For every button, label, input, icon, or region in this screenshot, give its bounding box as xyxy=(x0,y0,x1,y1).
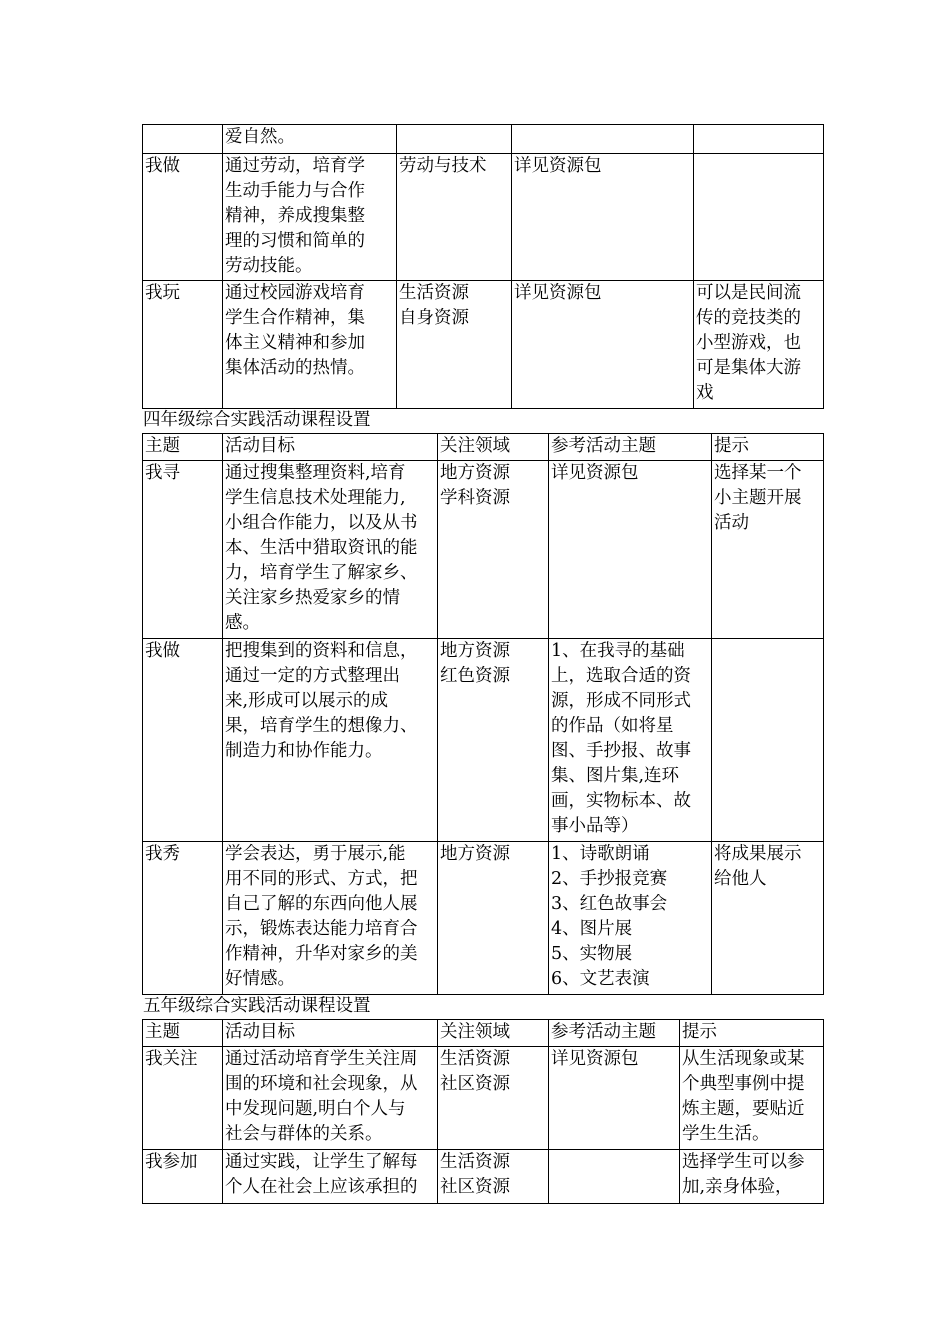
table-grade3-continued xyxy=(142,124,824,409)
table-cell: 详见资源包 xyxy=(549,1047,680,1150)
table-cell xyxy=(549,1150,680,1204)
table-cell: 1、诗歌朗诵 2、手抄报竞赛 3、红色故事会 4、图片展 5、实物展 6、文艺表演 xyxy=(549,842,712,995)
table-cell: 我做 xyxy=(143,639,223,842)
column-header: 参考活动主题 xyxy=(549,1020,680,1047)
table-header-row xyxy=(143,434,824,461)
table-cell: 爱自然。 xyxy=(223,125,397,154)
column-header: 提示 xyxy=(680,1020,824,1047)
section-title-grade5: 五年级综合实践活动课程设置 xyxy=(143,996,371,1016)
table-cell xyxy=(694,125,824,154)
table-cell: 通过校园游戏培育 学生合作精神，集 体主义精神和参加 集体活动的热情。 xyxy=(223,281,397,409)
table-cell: 生活资源 社区资源 xyxy=(438,1047,549,1150)
table-cell: 通过实践，让学生了解每 个人在社会上应该承担的 xyxy=(223,1150,438,1204)
table-cell: 从生活现象或某 个典型事例中提 炼主题，要贴近 学生生活。 xyxy=(680,1047,824,1150)
column-header: 主题 xyxy=(143,1020,223,1047)
table-cell: 详见资源包 xyxy=(512,281,694,409)
table-cell: 地方资源 红色资源 xyxy=(438,639,549,842)
table-cell: 详见资源包 xyxy=(549,461,712,639)
table-cell: 地方资源 学科资源 xyxy=(438,461,549,639)
table-cell: 我玩 xyxy=(143,281,223,409)
table-cell: 我做 xyxy=(143,154,223,281)
table-cell: 地方资源 xyxy=(438,842,549,995)
table-row xyxy=(143,461,824,639)
table-cell: 详见资源包 xyxy=(512,154,694,281)
table-cell: 我关注 xyxy=(143,1047,223,1150)
column-header: 提示 xyxy=(712,434,824,461)
table-cell: 劳动与技术 xyxy=(397,154,512,281)
table-row xyxy=(143,125,824,154)
column-header: 关注领域 xyxy=(438,1020,549,1047)
table-cell: 选择学生可以参 加,亲身体验， xyxy=(680,1150,824,1204)
table-cell: 我秀 xyxy=(143,842,223,995)
table-row xyxy=(143,281,824,409)
table-cell: 把搜集到的资料和信息， 通过一定的方式整理出 来,形成可以展示的成 果，培育学生的想像力、 制造力和协作能力。 xyxy=(223,639,438,842)
table-row xyxy=(143,1150,824,1204)
table-cell: 1、在我寻的基础 上，选取合适的资 源，形成不同形式 的作品（如将星 图、手抄报、故事 集、图片集,连环 画，实物标本、故 事小品等） xyxy=(549,639,712,842)
table-cell: 通过活动培育学生关注周 围的环境和社会现象，从 中发现问题,明白个人与 社会与群体的关系。 xyxy=(223,1047,438,1150)
table-cell xyxy=(397,125,512,154)
table-cell: 将成果展示 给他人 xyxy=(712,842,824,995)
table-cell: 生活资源 自身资源 xyxy=(397,281,512,409)
table-cell: 我寻 xyxy=(143,461,223,639)
table-header-row xyxy=(143,1020,824,1047)
column-header: 活动目标 xyxy=(223,434,438,461)
table-cell: 可以是民间流 传的竞技类的 小型游戏，也 可是集体大游 戏 xyxy=(694,281,824,409)
table-cell: 通过劳动，培育学 生动手能力与合作 精神，养成搜集整 理的习惯和简单的 劳动技能。 xyxy=(223,154,397,281)
table-cell: 生活资源 社区资源 xyxy=(438,1150,549,1204)
table-cell xyxy=(512,125,694,154)
table-cell: 学会表达，勇于展示,能 用不同的形式、方式，把 自己了解的东西向他人展 示，锻炼表达能力培育合 作精神，升华对家乡的美 好情感。 xyxy=(223,842,438,995)
table-grade4 xyxy=(142,433,824,995)
column-header: 活动目标 xyxy=(223,1020,438,1047)
column-header: 主题 xyxy=(143,434,223,461)
table-cell: 通过搜集整理资料,培育 学生信息技术处理能力, 小组合作能力，以及从书 本、生活中猎取资讯的能 力，培育学生了解家乡、 关注家乡热爱家乡的情 感。 xyxy=(223,461,438,639)
table-cell: 我参加 xyxy=(143,1150,223,1204)
table-row xyxy=(143,1047,824,1150)
table-cell xyxy=(143,125,223,154)
table-cell: 选择某一个 小主题开展 活动 xyxy=(712,461,824,639)
column-header: 参考活动主题 xyxy=(549,434,712,461)
table-grade5 xyxy=(142,1019,824,1204)
table-cell xyxy=(694,154,824,281)
table-cell xyxy=(712,639,824,842)
table-row xyxy=(143,154,824,281)
table-row xyxy=(143,842,824,995)
column-header: 关注领域 xyxy=(438,434,549,461)
section-title-grade4: 四年级综合实践活动课程设置 xyxy=(143,410,371,430)
table-row xyxy=(143,639,824,842)
